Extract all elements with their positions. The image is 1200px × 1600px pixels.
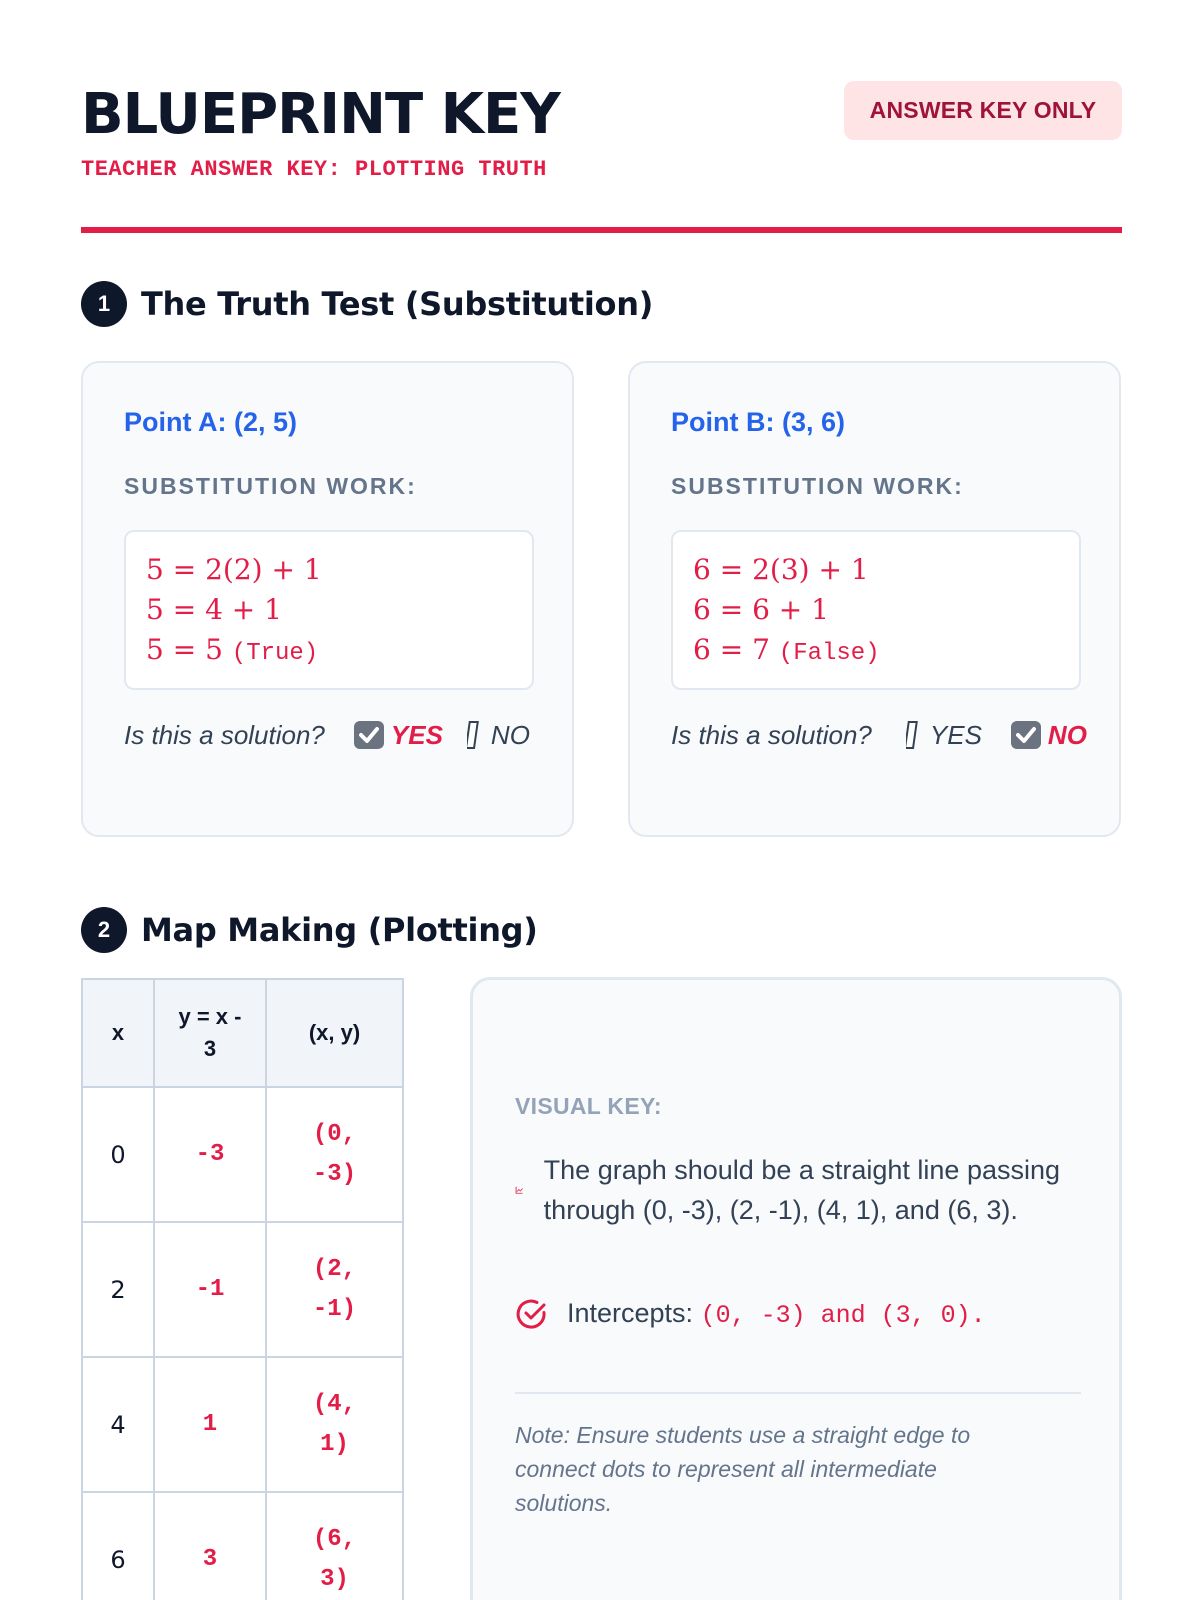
work-line-verdict: (False) <box>778 640 880 667</box>
table-header-row <box>82 979 403 1087</box>
yes-option[interactable]: YES <box>390 720 443 750</box>
answer-key-page <box>81 0 1122 1600</box>
work-line: 5 = 4 + 1 <box>146 593 282 626</box>
intercepts-value: (0, -3) and (3, 0). <box>700 1301 986 1330</box>
question-text: Is this a solution? <box>124 720 325 750</box>
page-title: BLUEPRINT KEY <box>81 82 560 147</box>
column-header-y <box>154 979 266 1087</box>
work-line: 5 = 2(2) + 1 <box>146 553 322 586</box>
column-header-y-text: y = x - 3 <box>178 1004 242 1061</box>
column-header-xy: (x, y) <box>266 979 403 1087</box>
point-b-card <box>628 361 1121 837</box>
intercepts-row <box>515 1297 986 1331</box>
empty-box-icon[interactable] <box>906 720 920 750</box>
point-a-question <box>124 715 544 755</box>
cell-xy <box>266 1357 403 1492</box>
point-b-label: Point B: (3, 6) <box>671 407 845 437</box>
cell-x: 4 <box>82 1357 154 1492</box>
visual-key-divider <box>515 1392 1081 1394</box>
section-2-heading <box>81 907 538 953</box>
cell-y: 3 <box>154 1492 266 1600</box>
graph-description-text: The graph should be a straight line passing through (0, -3), (2, -1), (4, 1), and (6, 3). <box>543 1155 1061 1225</box>
checked-box-icon[interactable] <box>1010 720 1042 750</box>
intercepts-text <box>567 1298 986 1330</box>
cell-x: 2 <box>82 1222 154 1357</box>
work-line-equation: 6 = 7 <box>693 633 770 666</box>
cell-xy <box>266 1492 403 1600</box>
point-a-work-label: SUBSTITUTION WORK: <box>124 473 417 499</box>
point-b-work-label: SUBSTITUTION WORK: <box>671 473 964 499</box>
point-a-card <box>81 361 574 837</box>
table-row <box>82 1087 403 1222</box>
check-circle-icon <box>515 1297 549 1331</box>
section-2-number: 2 <box>81 907 127 953</box>
cell-xy-text: (2, -1) <box>312 1255 357 1323</box>
yes-option[interactable]: YES <box>929 720 982 750</box>
checked-box-icon[interactable] <box>353 720 385 750</box>
cell-x: 0 <box>82 1087 154 1222</box>
point-b-question <box>671 715 1091 755</box>
visual-key-label: VISUAL KEY: <box>515 1093 662 1119</box>
point-a-label: Point A: (2, 5) <box>124 407 297 437</box>
work-line <box>693 630 1059 674</box>
empty-box-icon[interactable] <box>467 720 481 750</box>
no-option[interactable]: NO <box>1047 720 1087 750</box>
cell-y: -1 <box>154 1222 266 1357</box>
section-1-title: The Truth Test (Substitution) <box>141 285 654 323</box>
question-text: Is this a solution? <box>671 720 872 750</box>
work-line <box>146 630 512 674</box>
intercepts-label: Intercepts: <box>567 1298 694 1328</box>
cell-y: -3 <box>154 1087 266 1222</box>
work-line: 6 = 6 + 1 <box>693 593 829 626</box>
work-line: 6 = 2(3) + 1 <box>693 553 869 586</box>
graph-description <box>515 1150 1085 1230</box>
cell-xy-text: (6, 3) <box>312 1525 357 1593</box>
cell-y: 1 <box>154 1357 266 1492</box>
table-row <box>82 1492 403 1600</box>
section-1-number: 1 <box>81 281 127 327</box>
work-line-equation: 5 = 5 <box>146 633 223 666</box>
cell-xy-text: (4, 1) <box>312 1390 357 1458</box>
page-subtitle: TEACHER ANSWER KEY: PLOTTING TRUTH <box>81 157 547 182</box>
chart-line-icon <box>515 1182 524 1198</box>
point-b-work-box <box>671 530 1081 690</box>
section-1-heading <box>81 281 653 327</box>
cell-xy-text: (0, -3) <box>312 1120 357 1188</box>
cell-xy <box>266 1087 403 1222</box>
cell-x: 6 <box>82 1492 154 1600</box>
plot-table <box>81 978 404 1600</box>
section-2-title: Map Making (Plotting) <box>141 911 538 949</box>
no-option[interactable]: NO <box>490 720 530 750</box>
teacher-note: Note: Ensure students use a straight edge to connect dots to represent all intermediate solutions. <box>515 1422 971 1516</box>
cell-xy <box>266 1222 403 1357</box>
visual-key-panel <box>470 977 1122 1600</box>
work-line-verdict: (True) <box>231 640 319 667</box>
table-row <box>82 1222 403 1357</box>
header-divider <box>81 227 1122 233</box>
table-row <box>82 1357 403 1492</box>
column-header-x: x <box>82 979 154 1087</box>
answer-key-badge: ANSWER KEY ONLY <box>844 81 1122 140</box>
point-a-work-box <box>124 530 534 690</box>
